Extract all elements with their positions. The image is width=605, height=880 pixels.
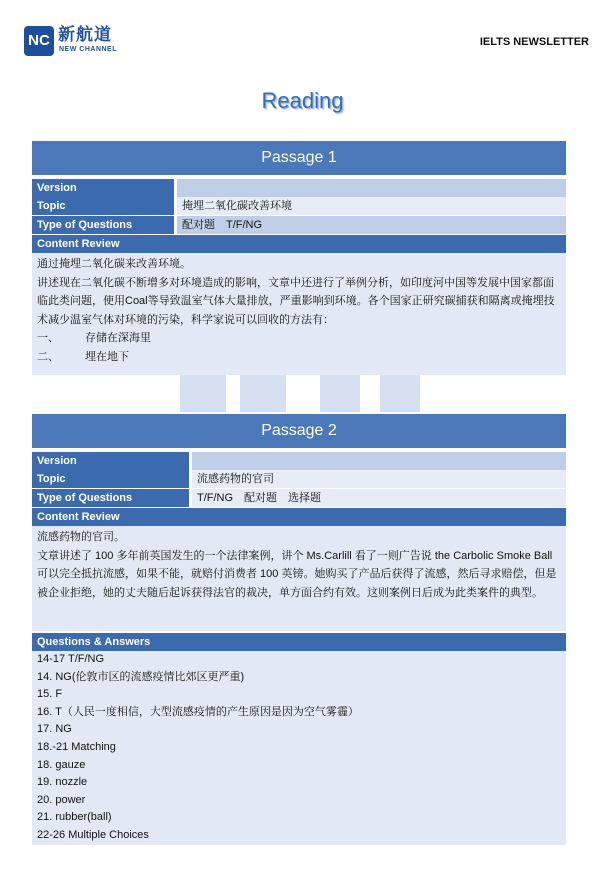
- list-text: 存储在深海里: [85, 332, 151, 344]
- logo: [24, 26, 134, 56]
- qa-item: 21. rubber(ball): [37, 811, 112, 824]
- passage-2-version-value: [192, 452, 566, 470]
- content-line: [37, 348, 561, 367]
- passage-2-content: [32, 526, 566, 631]
- content-line: 流感药物的官司。: [37, 531, 125, 543]
- passage-1-content: [32, 253, 566, 375]
- passage-2-version-label: Version: [32, 452, 189, 470]
- qa-item: 19. nozzle: [37, 776, 88, 789]
- content-line: 讲述现在二氧化碳不断增多对环境造成的影响，文章中还进行了举例分析，如印度河中国等发展中国家都面临此类问题，使用Coal等导致温室气体大量排放，严重影响到环境。各个国家正研究碳捕获和隔离或掩埋技术减少温室气体对环境的污染，科学家说可以回收的方法有：: [37, 276, 555, 326]
- qa-item: 15. F: [37, 688, 63, 701]
- passage-1-content-label: Content Review: [32, 235, 566, 253]
- logo-chinese-text: 新航道: [58, 25, 112, 44]
- qa-item: 20. power: [37, 793, 86, 806]
- list-text: 埋在地下: [85, 350, 129, 363]
- qa-item: 16. T（人民一度相信，大型流感疫情的产生原因是因为空气雾霾）: [37, 705, 359, 718]
- qa-item: 18.-21 Matching: [37, 740, 116, 753]
- passage-2-type-value: T/F/NG 配对题 选择题: [192, 489, 566, 507]
- qa-item: 22-26 Multiple Choices: [37, 828, 149, 841]
- logo-english-text: NEW CHANNEL: [59, 46, 117, 53]
- passage-1-type-value: 配对题 T/F/NG: [177, 216, 566, 234]
- qa-item: 14-17 T/F/NG: [37, 653, 105, 665]
- passage-1-version-value: [177, 179, 566, 197]
- list-marker: 一、: [37, 332, 59, 344]
- passage-1-type-label: Type of Questions: [32, 216, 174, 234]
- passage-2-content-label: Content Review: [32, 508, 566, 526]
- passage-1-topic-value: 掩埋二氧化碳改善环境: [177, 197, 566, 215]
- watermark: [180, 372, 430, 412]
- passage-2-heading: Passage 2: [32, 414, 566, 448]
- qa-item: 17. NG: [37, 723, 72, 736]
- qa-list: [32, 651, 566, 845]
- passage-2-topic-label: Topic: [32, 470, 189, 488]
- passage-2-type-label: Type of Questions: [32, 489, 189, 507]
- content-line: 通过掩埋二氧化碳来改善环境。: [37, 258, 191, 270]
- content-line: 文章讲述了 100 多年前英国发生的一个法律案例，讲个 Ms.Carlill 看了一则广告说 the Carbolic Smoke Ball 可以完全抵抗流感，如果不能，就赔付消费者 100 英镑。她购买了产品后获得了流感，然后寻求赔偿，但是被企业拒绝，她的丈夫随后起诉获得法官的裁决，单方面合约有效。这则案例日后成为此类案件的典型。: [37, 549, 557, 599]
- passage-2-topic-value: 流感药物的官司: [192, 470, 566, 488]
- passage-1-topic-label: Topic: [32, 197, 174, 215]
- qa-label: Questions & Answers: [32, 633, 566, 651]
- qa-item: 18. gauze: [37, 758, 86, 771]
- passage-1-heading: Passage 1: [32, 141, 566, 175]
- passage-1-version-label: Version: [32, 179, 174, 197]
- newsletter-title: IELTS NEWSLETTER: [479, 36, 589, 48]
- list-marker: 二、: [37, 350, 59, 363]
- logo-badge: NC: [24, 26, 54, 56]
- content-line: [37, 329, 561, 348]
- qa-item: 14. NG(伦敦市区的流感疫情比郊区更严重): [37, 670, 245, 683]
- page-title: Reading: [261, 88, 344, 113]
